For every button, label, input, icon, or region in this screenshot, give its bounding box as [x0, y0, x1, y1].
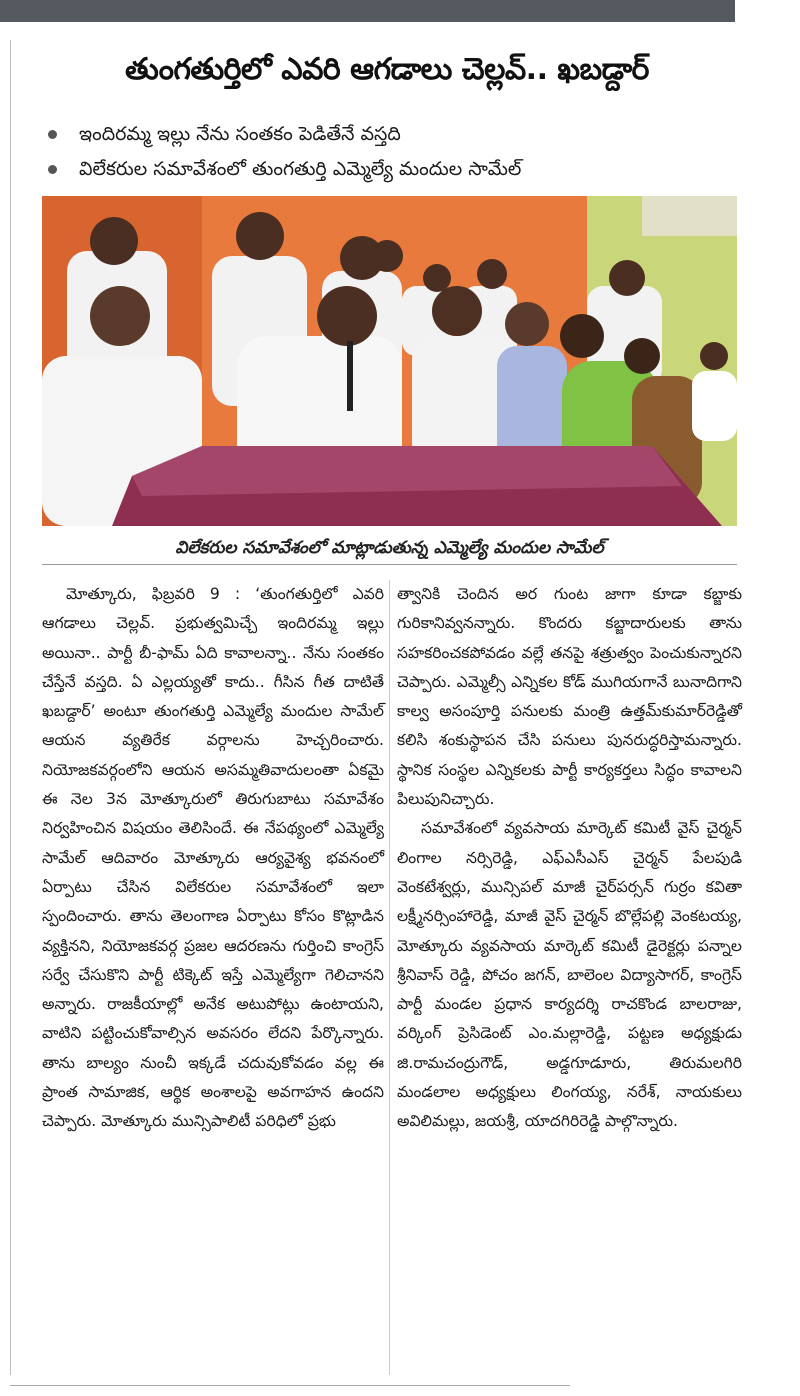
- news-photo: [42, 196, 737, 526]
- bullet-text: విలేకరుల సమావేశంలో తుంగతుర్తి ఎమ్మెల్యే మందుల సామేల్: [79, 158, 522, 180]
- bullet-dot-icon: [48, 165, 57, 174]
- article-column-right: [397, 580, 742, 1137]
- caption-divider: [42, 564, 737, 565]
- photo-caption: విలేకరుల సమావేశంలో మాట్లాడుతున్న ఎమ్మెల్యే మందుల సామేల్: [175, 538, 604, 558]
- column-divider: [389, 580, 390, 1375]
- article-paragraph: త్వానికి చెందిన అర గుంట జాగా కూడా కబ్జాకు గురికానివ్వనన్నారు. కొందరు కబ్జాదారులకు తాను సహకరించకపోవడం వల్లే తనపై శత్రుత్వం పెంచుకున్నారని చెప్పారు. ఎమ్మెల్సీ ఎన్నికల కోడ్ ముగియగానే బునాదిగాని కాల్వ అసంపూర్తి పనులకు మంత్రి ఉత్తమ్‌కుమార్‌రెడ్డితో కలిసి శంకుస్థాపన చేసి పనులు పునరుద్ధరిస్తామన్నారు. స్థానిక సంస్థల ఎన్నికలకు పార్టీ కార్యకర్తలు సిద్ధం కావాలని పిలుపునిచ్చారు.: [397, 585, 742, 809]
- bullet-item: [48, 152, 738, 187]
- bullet-dot-icon: [48, 130, 57, 139]
- article-column-left: [42, 580, 384, 1137]
- bullet-text: ఇందిరమ్మ ఇల్లు నేను సంతకం పెడితేనే వస్తది: [79, 123, 401, 145]
- article-paragraph: మోత్కూరు, ఫిబ్రవరి 9 : ‘తుంగతుర్తిలో ఎవరి ఆగడాలు చెల్లవ్. ప్రభుత్వమిచ్చే ఇందిరమ్మ ఇల్లు అయినా.. పార్టీ బీ-ఫామ్ ఏది కావాలన్నా.. నేను సంతకం చేస్తేనే వస్తది. ఏ ఎల్లయ్యతో కాదు.. గీసిన గీత దాటితే ఖబడ్దార్’ అంటూ తుంగతుర్తి ఎమ్మెల్యే మందుల సామేల్ ఆయన వ్యతిరేక వర్గాలను హెచ్చరించారు. నియోజకవర్గంలోని ఆయన అసమ్మతివాదులంతా ఏకమై ఈ నెల 3న మోత్కూరులో తిరుగుబాటు సమావేశం నిర్వహించిన విషయం తెలిసిందే. ఈ నేపథ్యంలో ఎమ్మెల్యే సామేల్ ఆదివారం మోత్కూరు ఆర్యవైశ్య భవనంలో ఏర్పాటు చేసిన విలేకరుల సమావేశంలో ఇలా స్పందించారు. తాను తెలంగాణ ఏర్పాటు కోసం కొట్లాడిన వ్యక్తినని, నియోజకవర్గ ప్రజల ఆదరణను గుర్తించి కాంగ్రెస్ సర్వే చేసుకొని పార్టీ టిక్కెట్ ఇస్తే ఎమ్మెల్యేగా గెలిచానని అన్నారు. రాజకీయాల్లో అనేక అటుపోట్లు ఉంటాయని, వాటిని పట్టించుకోవాల్సిన అవసరం లేదని పేర్కొన్నారు. తాను బాల్యం నుంచీ ఇక్కడే చదువుకోవడం వల్ల ఈ ప్రాంత సామాజిక, ఆర్థిక అంశాలపై అవగాహన ఉందని చెప్పారు. మోత్కూరు మున్సిపాలిటీ పరిధిలో ప్రభు: [42, 585, 384, 1131]
- bullet-item: [48, 117, 738, 152]
- subheadline-bullets: [48, 117, 738, 187]
- headline: తుంగతుర్తిలో ఎవరి ఆగడాలు చెల్లవ్.. ఖబడ్దార్: [125, 52, 649, 87]
- left-margin-rule: [10, 40, 11, 1375]
- article-paragraph: సమావేశంలో వ్యవసాయ మార్కెట్ కమిటీ వైస్ చైర్మన్ లింగాల నర్సిరెడ్డి, ఎఫ్‌ఎసీఎస్ చైర్మన్ పేలపుడి వెంకటేశ్వర్లు, మున్సిపల్ మాజీ చైర్‌పర్సన్ గుర్రం కవితా లక్ష్మీనర్సింహారెడ్డి, మాజీ వైస్ చైర్మన్ బొల్లేపల్లి వెంకటయ్య, మోత్కూరు వ్యవసాయ మార్కెట్ కమిటీ డైరెక్టర్లు పన్నాల శ్రీనివాస్ రెడ్డి, పోచం జగన్, బాలెంల విద్యాసాగర్, కాంగ్రెస్ పార్టీ మండల ప్రధాన కార్యదర్శి రాచకొండ బాలరాజు, వర్కింగ్ ప్రెసిడెంట్ ఎం.మల్లారెడ్డి, పట్టణ అధ్యక్షుడు జి.రామచంద్రుగౌడ్, అడ్డగూడూరు, తిరుమలగిరి మండలాల అధ్యక్షులు లింగయ్య, నరేశ్, నాయకులు అవిలిమల్లు, జయశ్రీ, యాదగిరిరెడ్డి పాల్గొన్నారు.: [397, 819, 742, 1131]
- bottom-divider: [10, 1385, 570, 1386]
- top-bar: [0, 0, 735, 22]
- press-meet-photo-illustration: [42, 196, 737, 526]
